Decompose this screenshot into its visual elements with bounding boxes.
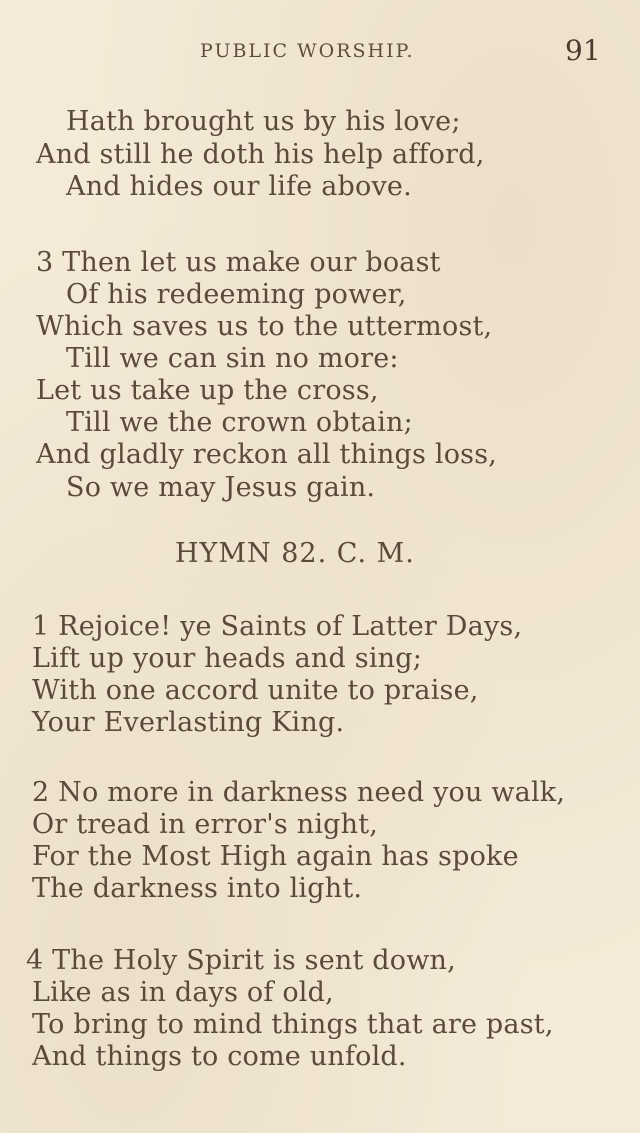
verse-line: Till we can sin no more: [66,343,399,374]
verse-line: Till we the crown obtain; [66,407,413,438]
verse-line: The darkness into light. [32,873,363,904]
verse-line: And hides our life above. [66,171,412,202]
hymn-heading: HYMN 82. C. M. [175,538,415,569]
verse-line: Of his redeeming power, [66,279,407,310]
verse-line: So we may Jesus gain. [66,472,376,503]
verse-line: 3 Then let us make our boast [36,247,441,278]
verse-line: 1 Rejoice! ye Saints of Latter Days, [32,611,523,642]
verse-line: Like as in days of old, [32,977,334,1008]
verse-line: Hath brought us by his love; [66,106,461,137]
verse-line: And still he doth his help afford, [36,139,485,170]
verse-line: Lift up your heads and sing; [32,643,423,674]
verse-line: 2 No more in darkness need you walk, [32,777,566,808]
verse-line: And things to come unfold. [32,1041,407,1072]
verse-line: 4 The Holy Spirit is sent down, [26,945,456,976]
verse-line: To bring to mind things that are past, [32,1009,554,1040]
verse-line: With one accord unite to praise, [32,675,479,706]
verse-line: And gladly reckon all things loss, [36,439,498,470]
verse-line: Let us take up the cross, [36,375,379,406]
running-header: PUBLIC WORSHIP. [200,40,415,62]
page-number: 91 [565,34,601,67]
verse-line: Which saves us to the uttermost, [36,311,493,342]
verse-line: For the Most High again has spoke [32,841,519,872]
verse-line: Your Everlasting King. [32,707,345,738]
verse-line: Or tread in error's night, [32,809,379,840]
